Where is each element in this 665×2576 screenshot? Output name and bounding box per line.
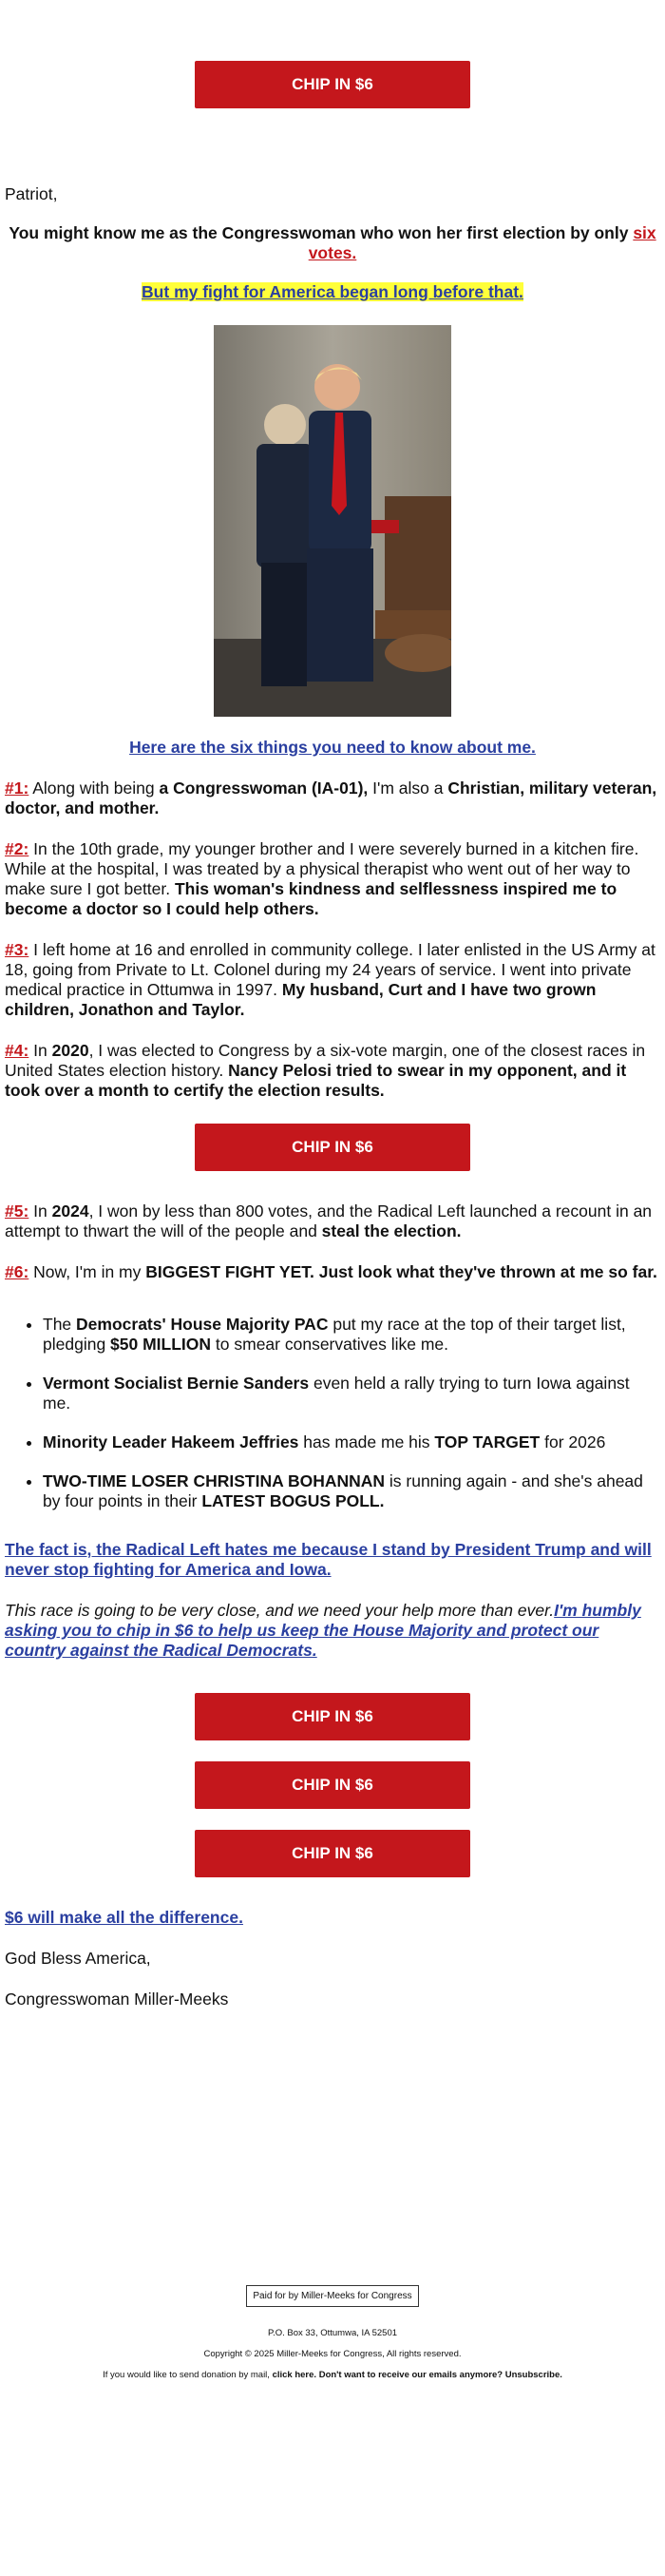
- item-3: #3: I left home at 16 and enrolled in community college. I later enlisted in the US Army at 18, going from Private to Lt. Colonel during my 24 years of service. I went into private medical practice in Ottumwa in 1997. My husband, Curt and I have two grown children, Jonathon and Taylor.: [5, 940, 656, 1019]
- email-body: [5, 0, 660, 2381]
- item-6: #6: Now, I'm in my BIGGEST FIGHT YET. Just look what they've thrown at me so far.: [5, 1262, 657, 1281]
- item-2: #2: In the 10th grade, my younger brother and I were severely burned in a kitchen fire. While at the hospital, I was treated by a physical therapist who went out of her way to make sure I got better. This woman's kindness and selflessness inspired me to become a doctor so I could help others.: [5, 839, 639, 918]
- list-item: • The Democrats' House Majority PAC put my race at the top of their target list, pledging $50 MILLION to smear conservatives like me.: [43, 1315, 660, 1355]
- item-2-number[interactable]: #2:: [5, 839, 29, 858]
- bless-line: God Bless America,: [5, 1949, 151, 1968]
- list-item: • Vermont Socialist Bernie Sanders even held a rally trying to turn Iowa against me.: [43, 1374, 660, 1413]
- chip-in-button[interactable]: CHIP IN $6: [195, 61, 470, 108]
- list-item: • Minority Leader Hakeem Jeffries has made me his TOP TARGET for 2026: [43, 1432, 660, 1452]
- mail-donation-link[interactable]: click here.: [272, 2370, 317, 2380]
- six-votes-link[interactable]: six votes.: [308, 223, 656, 262]
- chip-in-button[interactable]: CHIP IN $6: [195, 1693, 470, 1740]
- signature: Congresswoman Miller-Meeks: [5, 1990, 229, 2009]
- item-3-number[interactable]: #3:: [5, 940, 29, 959]
- chip-in-button[interactable]: CHIP IN $6: [195, 1124, 470, 1171]
- footer-copyright: Copyright © 2025 Miller-Meeks for Congress, All rights reserved.: [203, 2349, 462, 2359]
- item-6-number[interactable]: #6:: [5, 1262, 29, 1281]
- item-5: #5: In 2024, I won by less than 800 votes, and the Radical Left launched a recount in an attempt to thwart the will of the people and steal the election.: [5, 1201, 653, 1240]
- highlight-link[interactable]: But my fight for America began long before that.: [142, 282, 523, 301]
- difference-line: [5, 1908, 660, 1928]
- highlight-line: [5, 282, 660, 302]
- footer-address: P.O. Box 33, Ottumwa, IA 52501: [267, 2328, 398, 2338]
- photo-congresswoman-trump[interactable]: [214, 325, 451, 717]
- paid-for-box: Paid for by Miller-Meeks for Congress: [246, 2285, 419, 2307]
- greeting: Patriot,: [5, 184, 58, 203]
- chip-in-button[interactable]: CHIP IN $6: [195, 1761, 470, 1809]
- item-4-number[interactable]: #4:: [5, 1041, 29, 1060]
- item-4: #4: In 2020, I was elected to Congress by a six-vote margin, one of the closest races in United States election history. Nancy Pelosi tried to swear in my opponent, and it took over a month to certify the election results.: [5, 1041, 646, 1100]
- item-5-number[interactable]: #5:: [5, 1201, 29, 1221]
- six-things-link[interactable]: Here are the six things you need to know about me.: [129, 738, 536, 757]
- fact-link[interactable]: The fact is, the Radical Left hates me because I stand by President Trump and will never stop fighting for America and Iowa.: [5, 1540, 652, 1579]
- list-item: • TWO-TIME LOSER CHRISTINA BOHANNAN is running again - and she's ahead by four points in their LATEST BOGUS POLL.: [43, 1471, 660, 1511]
- unsubscribe-link[interactable]: Unsubscribe.: [504, 2370, 562, 2380]
- attack-list: [5, 1315, 660, 1511]
- footer-links: If you would like to send donation by mail, click here. Don't want to receive our emails anymore? Unsubscribe.: [103, 2370, 562, 2380]
- six-things-line: [5, 738, 660, 758]
- chip-in-link[interactable]: I'm humbly asking you to chip in $6 to help us keep the House Majority and protect our country against the Radical Democrats.: [5, 1601, 641, 1660]
- chip-in-button[interactable]: CHIP IN $6: [195, 1830, 470, 1877]
- intro: You might know me as the Congresswoman who won her first election by only six votes.: [9, 223, 656, 262]
- close-race-line: This race is going to be very close, and we need your help more than ever.I'm humbly asking you to chip in $6 to help us keep the House Majority and protect our country against the Radical Democrats.: [5, 1601, 641, 1660]
- item-1-number[interactable]: #1:: [5, 779, 29, 798]
- difference-link[interactable]: $6 will make all the difference.: [5, 1908, 243, 1927]
- item-1: #1: Along with being a Congresswoman (IA-01), I'm also a Christian, military veteran, doctor, and mother.: [5, 779, 657, 817]
- fact-line: [5, 1540, 660, 1580]
